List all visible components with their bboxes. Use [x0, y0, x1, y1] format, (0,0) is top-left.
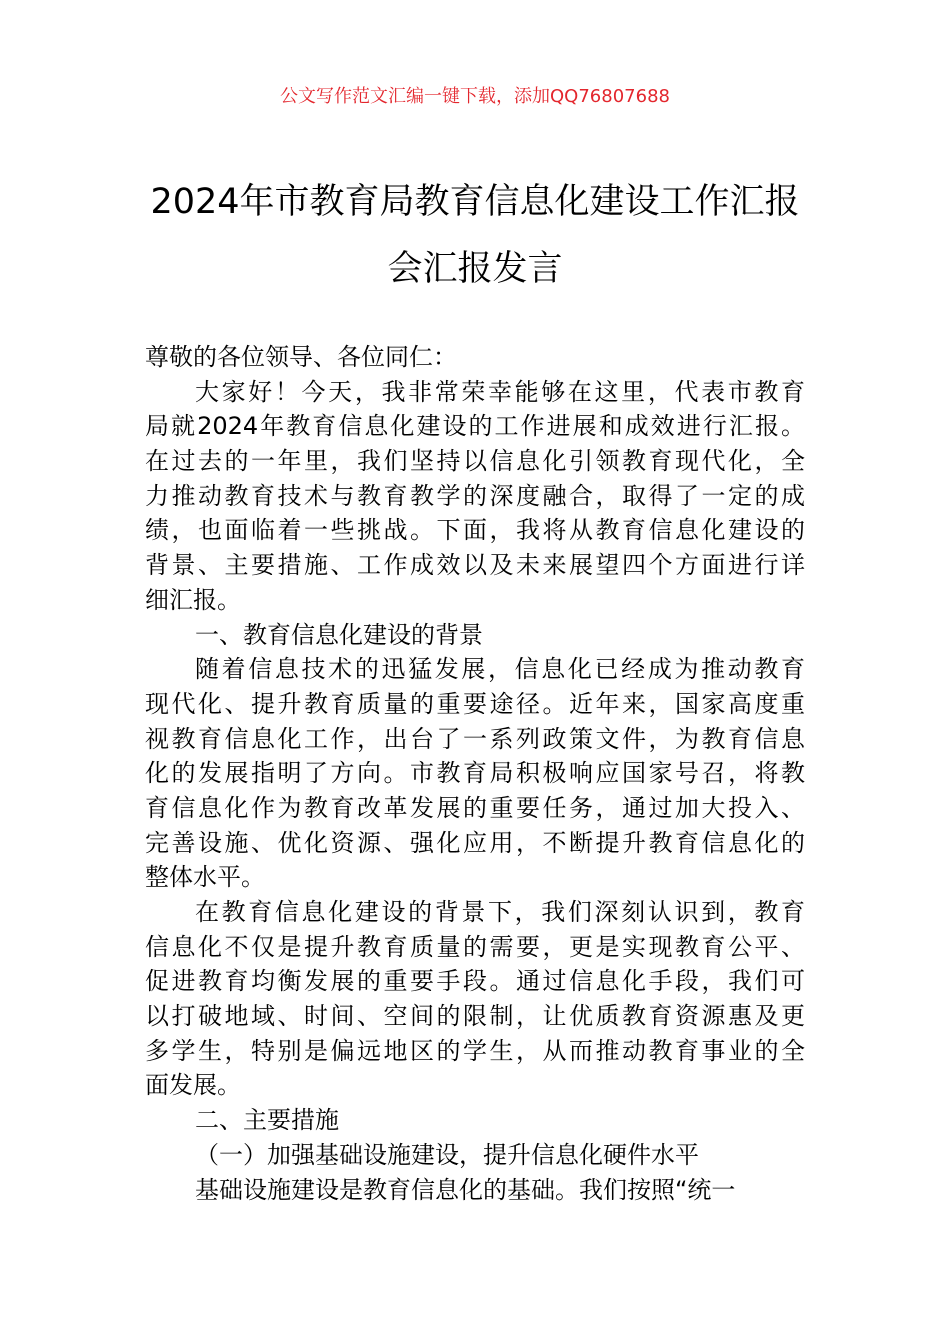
text-line: 面发展。 [145, 1071, 241, 1100]
text-line: 在过去的一年里，我们坚持以信息化引领教育现代化，全 [145, 447, 805, 476]
text-line: 整体水平。 [145, 863, 265, 892]
text-line: 以打破地域、时间、空间的限制，让优质教育资源惠及更 [145, 1002, 805, 1031]
text-line: 背景、主要措施、工作成效以及未来展望四个方面进行详 [145, 551, 805, 580]
watermark-text: 公文写作范文汇编一键下载，添加QQ76807688 [280, 86, 670, 107]
text-line: 基础设施建设是教育信息化的基础。我们按照“统一 [195, 1175, 736, 1204]
text-line: 视教育信息化工作，出台了一系列政策文件，为教育信息 [145, 724, 805, 753]
text-line: 细汇报。 [145, 585, 241, 614]
text-line: 力推动教育技术与教育教学的深度融合，取得了一定的成 [145, 481, 805, 510]
text-line: 信息化不仅是提升教育质量的需要，更是实现教育公平、 [145, 932, 805, 961]
text-line: 局就2024年教育信息化建设的工作进展和成效进行汇报。 [145, 412, 805, 441]
text-line: 育信息化作为教育改革发展的重要任务，通过加大投入、 [145, 793, 805, 822]
text-line: 尊敬的各位领导、各位同仁： [145, 343, 457, 371]
text-line: 随着信息技术的迅猛发展，信息化已经成为推动教育 [195, 655, 805, 684]
document-title-line-1: 2024年市教育局教育信息化建设工作汇报 [150, 182, 800, 222]
text-line: 二、主要措施 [195, 1106, 339, 1135]
text-line: 绩，也面临着一些挑战。下面，我将从教育信息化建设的 [145, 516, 805, 545]
paragraph [145, 1138, 805, 1173]
text-line: 大家好！今天，我非常荣幸能够在这里，代表市教育 [195, 377, 805, 406]
paragraph [145, 618, 805, 653]
text-line: 促进教育均衡发展的重要手段。通过信息化手段，我们可 [145, 967, 805, 996]
text-line: 化的发展指明了方向。市教育局积极响应国家号召，将教 [145, 759, 805, 788]
text-line: 现代化、提升教育质量的重要途径。近年来，国家高度重 [145, 689, 805, 718]
text-line: （一）加强基础设施建设，提升信息化硬件水平 [195, 1140, 699, 1169]
text-line: 多学生，特别是偏远地区的学生，从而推动教育事业的全 [145, 1036, 805, 1065]
paragraph [145, 340, 805, 375]
text-line: 一、教育信息化建设的背景 [195, 620, 483, 649]
text-line: 在教育信息化建设的背景下，我们深刻认识到，教育 [195, 898, 805, 926]
text-line: 完善设施、优化资源、强化应用，不断提升教育信息化的 [145, 828, 805, 857]
paragraph [145, 375, 805, 618]
paragraph [145, 895, 805, 1103]
paragraph [145, 1173, 805, 1208]
paragraph [145, 652, 805, 895]
paragraph [145, 1103, 805, 1138]
document-body [145, 340, 805, 1207]
document-title-line-2: 会汇报发言 [387, 249, 563, 289]
